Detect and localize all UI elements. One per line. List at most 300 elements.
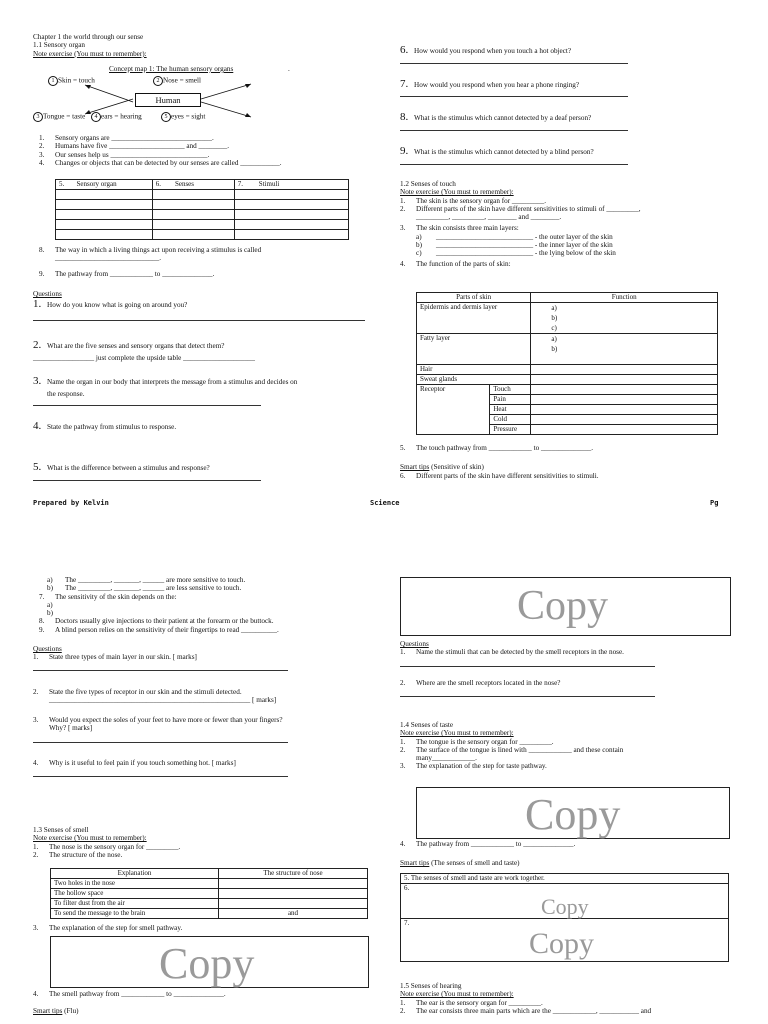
item-text: The smell pathway from ____________ to ______________.: [49, 990, 226, 998]
question-6: [400, 44, 730, 57]
layer-item: [400, 233, 730, 241]
table-row: [56, 220, 349, 230]
question-7: [400, 78, 730, 91]
smell-pathway: [33, 924, 368, 932]
list-item: [33, 601, 368, 609]
smart-tips: [33, 1007, 368, 1015]
section-title: 1.2 Senses of touch: [400, 180, 456, 188]
list-item: [33, 142, 368, 150]
table-cell[interactable]: [152, 210, 234, 220]
list-item: [400, 746, 730, 754]
table-cell[interactable]: [152, 220, 234, 230]
list-item: [33, 924, 368, 932]
item-text: Different parts of the skin have different sensitivities to stimuli of _________,: [416, 204, 641, 213]
table-cell: Two holes in the nose: [51, 879, 219, 889]
circle-number: 3: [33, 112, 43, 122]
table-cell[interactable]: [56, 230, 153, 240]
item-text: The way in which a living things act upon receiving a stimulus is called: [55, 246, 262, 254]
list-item: [400, 260, 730, 268]
list-item: [33, 626, 368, 634]
item-text: The sensitivity of the skin depends on the:: [55, 592, 177, 601]
skin-function-table: [416, 292, 718, 435]
list-item: [400, 1007, 730, 1015]
node-label: Nose = smell: [163, 76, 201, 85]
table-row: [417, 365, 718, 375]
list-item: [400, 738, 730, 746]
question-number: 3.: [33, 374, 42, 387]
item-number: 5.: [400, 444, 406, 452]
smell-pathway-list: [33, 990, 368, 1016]
question-4: [33, 759, 368, 767]
item-number: 3.: [400, 224, 406, 233]
table-row: [401, 884, 729, 919]
question-text: State three types of main layer in our skin. [ marks]: [49, 653, 197, 662]
section-title: 1.1 Sensory organ: [33, 41, 85, 50]
question-number: 6.: [400, 44, 409, 56]
table-cell: Sweat glands: [417, 375, 531, 385]
concept-center-box: Human: [135, 93, 201, 107]
item-number: 9.: [39, 625, 45, 634]
table-header: Explanation: [51, 869, 219, 879]
list-item: [33, 246, 368, 254]
list-item: [33, 593, 368, 601]
table-cell[interactable]: [56, 210, 153, 220]
item-number: 2.: [39, 142, 45, 151]
item-text: A blind person relies on the sensitivity of their fingertips to read __________.: [55, 625, 279, 634]
answer-letter: b): [551, 314, 558, 322]
worksheet-page-2: [0, 512, 768, 1024]
node-label: Tongue = taste: [43, 112, 86, 121]
page2-left-column: [33, 576, 368, 777]
item-text: The _________, _______, ______ are less sensitive to touch.: [65, 584, 242, 593]
table-cell[interactable]: [56, 190, 153, 200]
question-2-answer[interactable]: [33, 696, 368, 704]
smart-tips-topic: (Flu): [62, 1007, 79, 1016]
question-1: [33, 298, 368, 311]
answer-line[interactable]: [33, 480, 261, 481]
footer-author: Prepared by Kelvin: [33, 499, 109, 507]
table-row: [51, 899, 368, 909]
table-header: [152, 180, 234, 190]
table-cell[interactable]: [219, 889, 368, 899]
questions-heading: Questions: [33, 290, 62, 298]
copy-box[interactable]: [400, 577, 731, 636]
layer-item: [400, 249, 730, 257]
table-row: [401, 919, 729, 962]
table-row: [51, 909, 368, 919]
table-cell[interactable]: [531, 375, 718, 385]
list-item: [33, 159, 368, 167]
smart-tips: [400, 859, 730, 867]
concept-node-eyes: [161, 112, 205, 122]
table-cell[interactable]: [234, 210, 348, 220]
hearing-section: [400, 982, 730, 1015]
header-number: 6.: [155, 180, 161, 189]
item-number: 2.: [400, 745, 406, 754]
table-cell[interactable]: [401, 884, 729, 919]
question-text: State the five types of receptor in our skin and the stimuli detected.: [49, 687, 242, 696]
answer-line[interactable]: [400, 96, 628, 97]
list-item: [400, 472, 730, 480]
table-cell[interactable]: [531, 303, 718, 334]
question-4: [33, 420, 368, 433]
table-cell: Heat: [490, 405, 531, 415]
table-cell: Epidermis and dermis layer: [417, 303, 531, 334]
note-exercise-heading: Note exercise (You must to remember):: [33, 49, 147, 58]
table-header-row: [51, 869, 368, 879]
concept-map-dot: .: [288, 65, 290, 73]
list-item: [33, 584, 368, 592]
header-number: 7.: [237, 180, 243, 189]
table-row: [56, 190, 349, 200]
page1-left-column: [33, 33, 368, 58]
sensory-organ-list: [33, 134, 368, 167]
copy-watermark: Copy: [159, 939, 255, 988]
item-text: many____________.: [416, 754, 477, 763]
table-cell: Pressure: [490, 425, 531, 435]
taste-section: [400, 721, 730, 771]
question-number: 9.: [400, 144, 409, 157]
item-number: 9.: [39, 269, 45, 278]
list-item: [33, 617, 368, 625]
table-cell[interactable]: and: [219, 909, 368, 919]
layer-item: [400, 241, 730, 249]
list-item: [400, 754, 730, 762]
list-item: [33, 151, 368, 159]
note-exercise-heading: Note exercise (You must to remember):: [400, 188, 514, 197]
item-letter: a): [416, 232, 422, 241]
item-number: 1.: [39, 134, 45, 142]
item-text: ___________________________ - the lying below of the skin: [436, 249, 616, 258]
item-number: 1.: [400, 737, 406, 746]
item-text: Different parts of the skin have different sensitivities to stimuli.: [416, 471, 599, 480]
item-number: 4.: [400, 840, 406, 848]
response-list: [33, 246, 368, 278]
list-item: [33, 254, 368, 262]
list-item: [400, 999, 730, 1007]
list-item: [33, 576, 368, 584]
list-item: [400, 205, 730, 213]
question-number: 1.: [400, 648, 406, 657]
question-number: 5.: [33, 461, 42, 474]
list-item: [400, 224, 730, 232]
question-2: [33, 339, 368, 352]
item-text: The skin consists three main layers:: [416, 224, 519, 233]
question-number: 4.: [33, 419, 42, 432]
item-text: The skin is the sensory organ for _________.: [416, 196, 547, 205]
list-item: [400, 213, 730, 221]
question-3-continued: the response.: [47, 390, 85, 399]
question-text: Would you expect the soles of your feet to have more or fewer than your fingers?: [49, 716, 283, 725]
item-number: 1.: [400, 998, 406, 1007]
item-letter: b): [47, 584, 53, 593]
copy-watermark: Copy: [529, 927, 595, 960]
table-header: Parts of skin: [417, 293, 531, 303]
item-number: 8.: [39, 246, 45, 254]
answer-line[interactable]: [400, 164, 628, 165]
smart-tips-topic: (Sensitive of skin): [429, 463, 484, 472]
item-text: Our senses help us ___________________________.: [55, 150, 210, 159]
item-text: The nose is the sensory organ for _________.: [49, 842, 181, 851]
table-header: [56, 180, 153, 190]
item-text: Changes or objects that can be detected by our senses are called ___________.: [55, 158, 282, 167]
copy-box[interactable]: [416, 787, 730, 839]
question-text: How would you respond when you hear a phone ringing?: [414, 80, 580, 89]
table-cell[interactable]: [234, 200, 348, 210]
item-number: 3.: [400, 762, 406, 771]
note-exercise-heading: Note exercise (You must to remember):: [400, 990, 514, 999]
table-row: [56, 200, 349, 210]
item-number: 2.: [400, 1006, 406, 1015]
question-number: 1.: [33, 298, 42, 311]
copy-watermark: Copy: [541, 894, 589, 919]
page1-right-column: [400, 44, 730, 165]
table-cell[interactable]: [234, 220, 348, 230]
item-letter: a): [47, 576, 53, 584]
question-1: [400, 648, 730, 656]
list-item: [400, 197, 730, 205]
question-text: How would you respond when you touch a hot object?: [414, 47, 572, 55]
table-cell: Pain: [490, 395, 531, 405]
question-5: [33, 461, 368, 474]
answer-line[interactable]: [33, 405, 261, 406]
table-row: [417, 375, 718, 385]
item-text: The tongue is the sensory organ for _________.: [416, 737, 554, 746]
item-text: The surface of the tongue is lined with ____________ and these contain: [416, 745, 624, 754]
taste-pathway: [400, 840, 730, 868]
item-number: 1.: [400, 196, 406, 205]
smart-tips-table: [400, 873, 729, 962]
sensory-organ-table: [55, 179, 349, 240]
item-number: 7.: [39, 592, 45, 601]
copy-watermark: Copy: [525, 790, 621, 839]
table-row: [417, 385, 718, 395]
note-exercise-heading: Note exercise (You must to remember):: [400, 729, 514, 738]
table-cell: Touch: [490, 385, 531, 395]
item-text: ___________________________ - the inner layer of the skin: [436, 240, 613, 249]
question-number: 7.: [400, 77, 409, 90]
item-number: 2.: [33, 850, 39, 859]
answer-line[interactable]: ________________________________________________________ [ marks]: [49, 695, 277, 704]
table-cell[interactable]: [531, 405, 718, 415]
question-number: 4.: [33, 758, 39, 767]
answer-line[interactable]: [33, 776, 288, 777]
table-header-row: [417, 293, 718, 303]
table-cell[interactable]: [531, 385, 718, 395]
item-number: 3.: [33, 924, 39, 932]
table-cell[interactable]: [531, 395, 718, 405]
question-text: State the pathway from stimulus to response.: [47, 422, 177, 431]
table-row: [51, 879, 368, 889]
table-cell[interactable]: [531, 334, 718, 365]
table-cell[interactable]: [152, 190, 234, 200]
table-cell: Cold: [490, 415, 531, 425]
node-label: ears = hearing: [101, 112, 142, 121]
question-number: 3.: [33, 716, 39, 725]
list-item: [33, 609, 368, 617]
footer-page: Pg: [710, 499, 719, 507]
table-header: [234, 180, 348, 190]
table-cell[interactable]: [219, 899, 368, 909]
touch-pathway: [400, 444, 730, 480]
question-text: What are the five senses and sensory organs that detect them?: [47, 341, 225, 350]
concept-node-ears: [91, 112, 142, 122]
item-number: 1.: [33, 842, 39, 851]
item-text: The structure of the nose.: [49, 850, 123, 859]
answer-line[interactable]: [400, 696, 655, 697]
table-cell[interactable]: [531, 425, 718, 435]
item-text: Humans have five _____________________ and ________.: [55, 142, 230, 151]
header-text: Stimuli: [258, 180, 280, 189]
table-row: [417, 334, 718, 365]
question-number: 2.: [33, 687, 39, 696]
node-label: Skin = touch: [58, 76, 95, 85]
table-cell[interactable]: [531, 365, 718, 375]
circle-number: 1: [48, 76, 58, 86]
item-text: The explanation of the step for taste pathway.: [416, 762, 547, 771]
list-item: [400, 840, 730, 848]
table-row: [56, 210, 349, 220]
item-text: Doctors usually give injections to their patient at the forearm or the buttock.: [55, 617, 274, 626]
item-text: ___________________________ - the outer layer of the skin: [436, 232, 613, 241]
question-9: [400, 145, 730, 158]
item-text: Sensory organs are ____________________________.: [55, 134, 214, 142]
table-cell[interactable]: [219, 879, 368, 889]
item-letter: c): [416, 249, 422, 258]
circle-number: 2: [153, 76, 163, 86]
table-cell[interactable]: [531, 415, 718, 425]
question-2-answer[interactable]: _________________ just complete the upside table ____________________: [33, 353, 255, 362]
item-text: The function of the parts of skin:: [416, 259, 511, 268]
answer-letter: b): [551, 345, 558, 353]
item-number: 8.: [39, 617, 45, 626]
question-2: [33, 688, 368, 696]
smart-tips-topic: (The senses of smell and taste): [429, 859, 520, 868]
answer-letter: a): [551, 304, 557, 312]
table-row: [51, 889, 368, 899]
section-title: 1.4 Senses of taste: [400, 721, 454, 729]
table-cell: Fatty layer: [417, 334, 531, 365]
answer-line[interactable]: [33, 320, 365, 321]
item-text: The explanation of the step for smell pathway.: [49, 924, 183, 932]
table-row: [401, 874, 729, 884]
item-number: 4.: [39, 158, 45, 167]
question-text: Name the organ in our body that interprets the message from a stimulus and decides on: [47, 377, 298, 386]
table-cell: 5. The senses of smell and taste are work together.: [401, 874, 729, 884]
item-text: The touch pathway from ____________ to ______________.: [416, 444, 594, 452]
item-number: 6.: [400, 471, 406, 480]
table-cell[interactable]: [234, 230, 348, 240]
table-header-row: [56, 180, 349, 190]
question-text: How do you know what is going on around you?: [47, 301, 188, 310]
list-item: [33, 270, 368, 278]
list-item: [33, 990, 368, 998]
table-cell: Receptor: [417, 385, 490, 435]
item-text: The _________, _______, ______ are more sensitive to touch.: [65, 576, 246, 584]
list-item: [400, 762, 730, 770]
table-cell[interactable]: [152, 200, 234, 210]
list-item: [33, 134, 368, 142]
questions-heading: Questions: [400, 640, 429, 648]
answer-line[interactable]: [400, 130, 628, 131]
question-text: What is the stimulus which cannot detected by a blind person?: [414, 147, 594, 156]
circle-number: 4: [91, 112, 101, 122]
question-3-continued: [33, 724, 368, 732]
table-row: [56, 230, 349, 240]
item-letter: b): [416, 240, 422, 249]
concept-map-title: Concept map 1: The human sensory organs: [109, 65, 234, 73]
question-text: What is the stimulus which cannot detected by a deaf person?: [414, 114, 592, 123]
note-exercise-heading: Note exercise (You must to remember):: [33, 834, 147, 843]
table-cell[interactable]: [234, 190, 348, 200]
item-text: _________, _________, ________ and ________.: [416, 213, 562, 222]
question-1: [33, 653, 368, 661]
concept-node-tongue: [33, 112, 85, 122]
row-number: 7.: [404, 919, 410, 927]
question-text: What is the difference between a stimulus and response?: [47, 464, 210, 473]
section-title: 1.3 Senses of smell: [33, 826, 89, 834]
answer-letter: c): [551, 324, 557, 332]
smell-section: [33, 826, 368, 859]
item-text: The pathway from ____________ to ______________.: [55, 269, 215, 278]
smart-tips-label: Smart tips: [400, 859, 430, 868]
item-number: 2.: [400, 204, 406, 213]
item-text: The ear is the sensory organ for _________.: [416, 998, 543, 1007]
table-cell[interactable]: [401, 919, 729, 962]
header-text: Senses: [174, 180, 194, 189]
footer-subject: Science: [370, 499, 400, 507]
item-number: 3.: [39, 150, 45, 159]
answer-line[interactable]: [33, 670, 288, 671]
concept-map: [33, 65, 368, 125]
answer-line[interactable]: [400, 63, 628, 64]
questions-heading: Questions: [33, 644, 62, 653]
question-number: 2.: [33, 338, 42, 351]
question-8: [400, 111, 730, 124]
list-item: [400, 444, 730, 452]
table-cell[interactable]: [56, 220, 153, 230]
question-number: 8.: [400, 111, 409, 124]
table-cell: To send the message to the brain: [51, 909, 219, 919]
question-text: Why is it useful to feel pain if you touch something hot. [ marks]: [49, 758, 236, 767]
table-cell[interactable]: [152, 230, 234, 240]
answer-letter: a): [551, 335, 557, 343]
item-text: The ear consists three main parts which are the ____________, ___________ and: [416, 1006, 652, 1015]
answer-line[interactable]: [33, 742, 288, 743]
copy-box[interactable]: [50, 936, 369, 988]
table-cell: To filter dust from the air: [51, 899, 219, 909]
item-text: The pathway from ____________ to ______________.: [416, 840, 576, 848]
question-3: [33, 375, 368, 388]
touch-section: [400, 180, 730, 268]
table-row: [417, 303, 718, 334]
item-text: _____________________________.: [55, 254, 162, 263]
answer-line[interactable]: [400, 666, 655, 667]
section-title: 1.5 Senses of hearing: [400, 982, 462, 990]
table-cell[interactable]: [56, 200, 153, 210]
row-number: 6.: [404, 884, 410, 892]
copy-watermark: Copy: [517, 583, 609, 629]
list-item: [33, 851, 368, 859]
smart-tips-label: Smart tips: [400, 463, 430, 472]
questions-section: [33, 290, 368, 481]
question-2: [400, 679, 730, 687]
item-number: 4.: [33, 990, 39, 998]
table-header: Function: [531, 293, 718, 303]
question-number: 1.: [33, 653, 39, 662]
item-number: 4.: [400, 259, 406, 268]
question-text: Name the stimuli that can be detected by the smell receptors in the nose.: [416, 648, 624, 657]
